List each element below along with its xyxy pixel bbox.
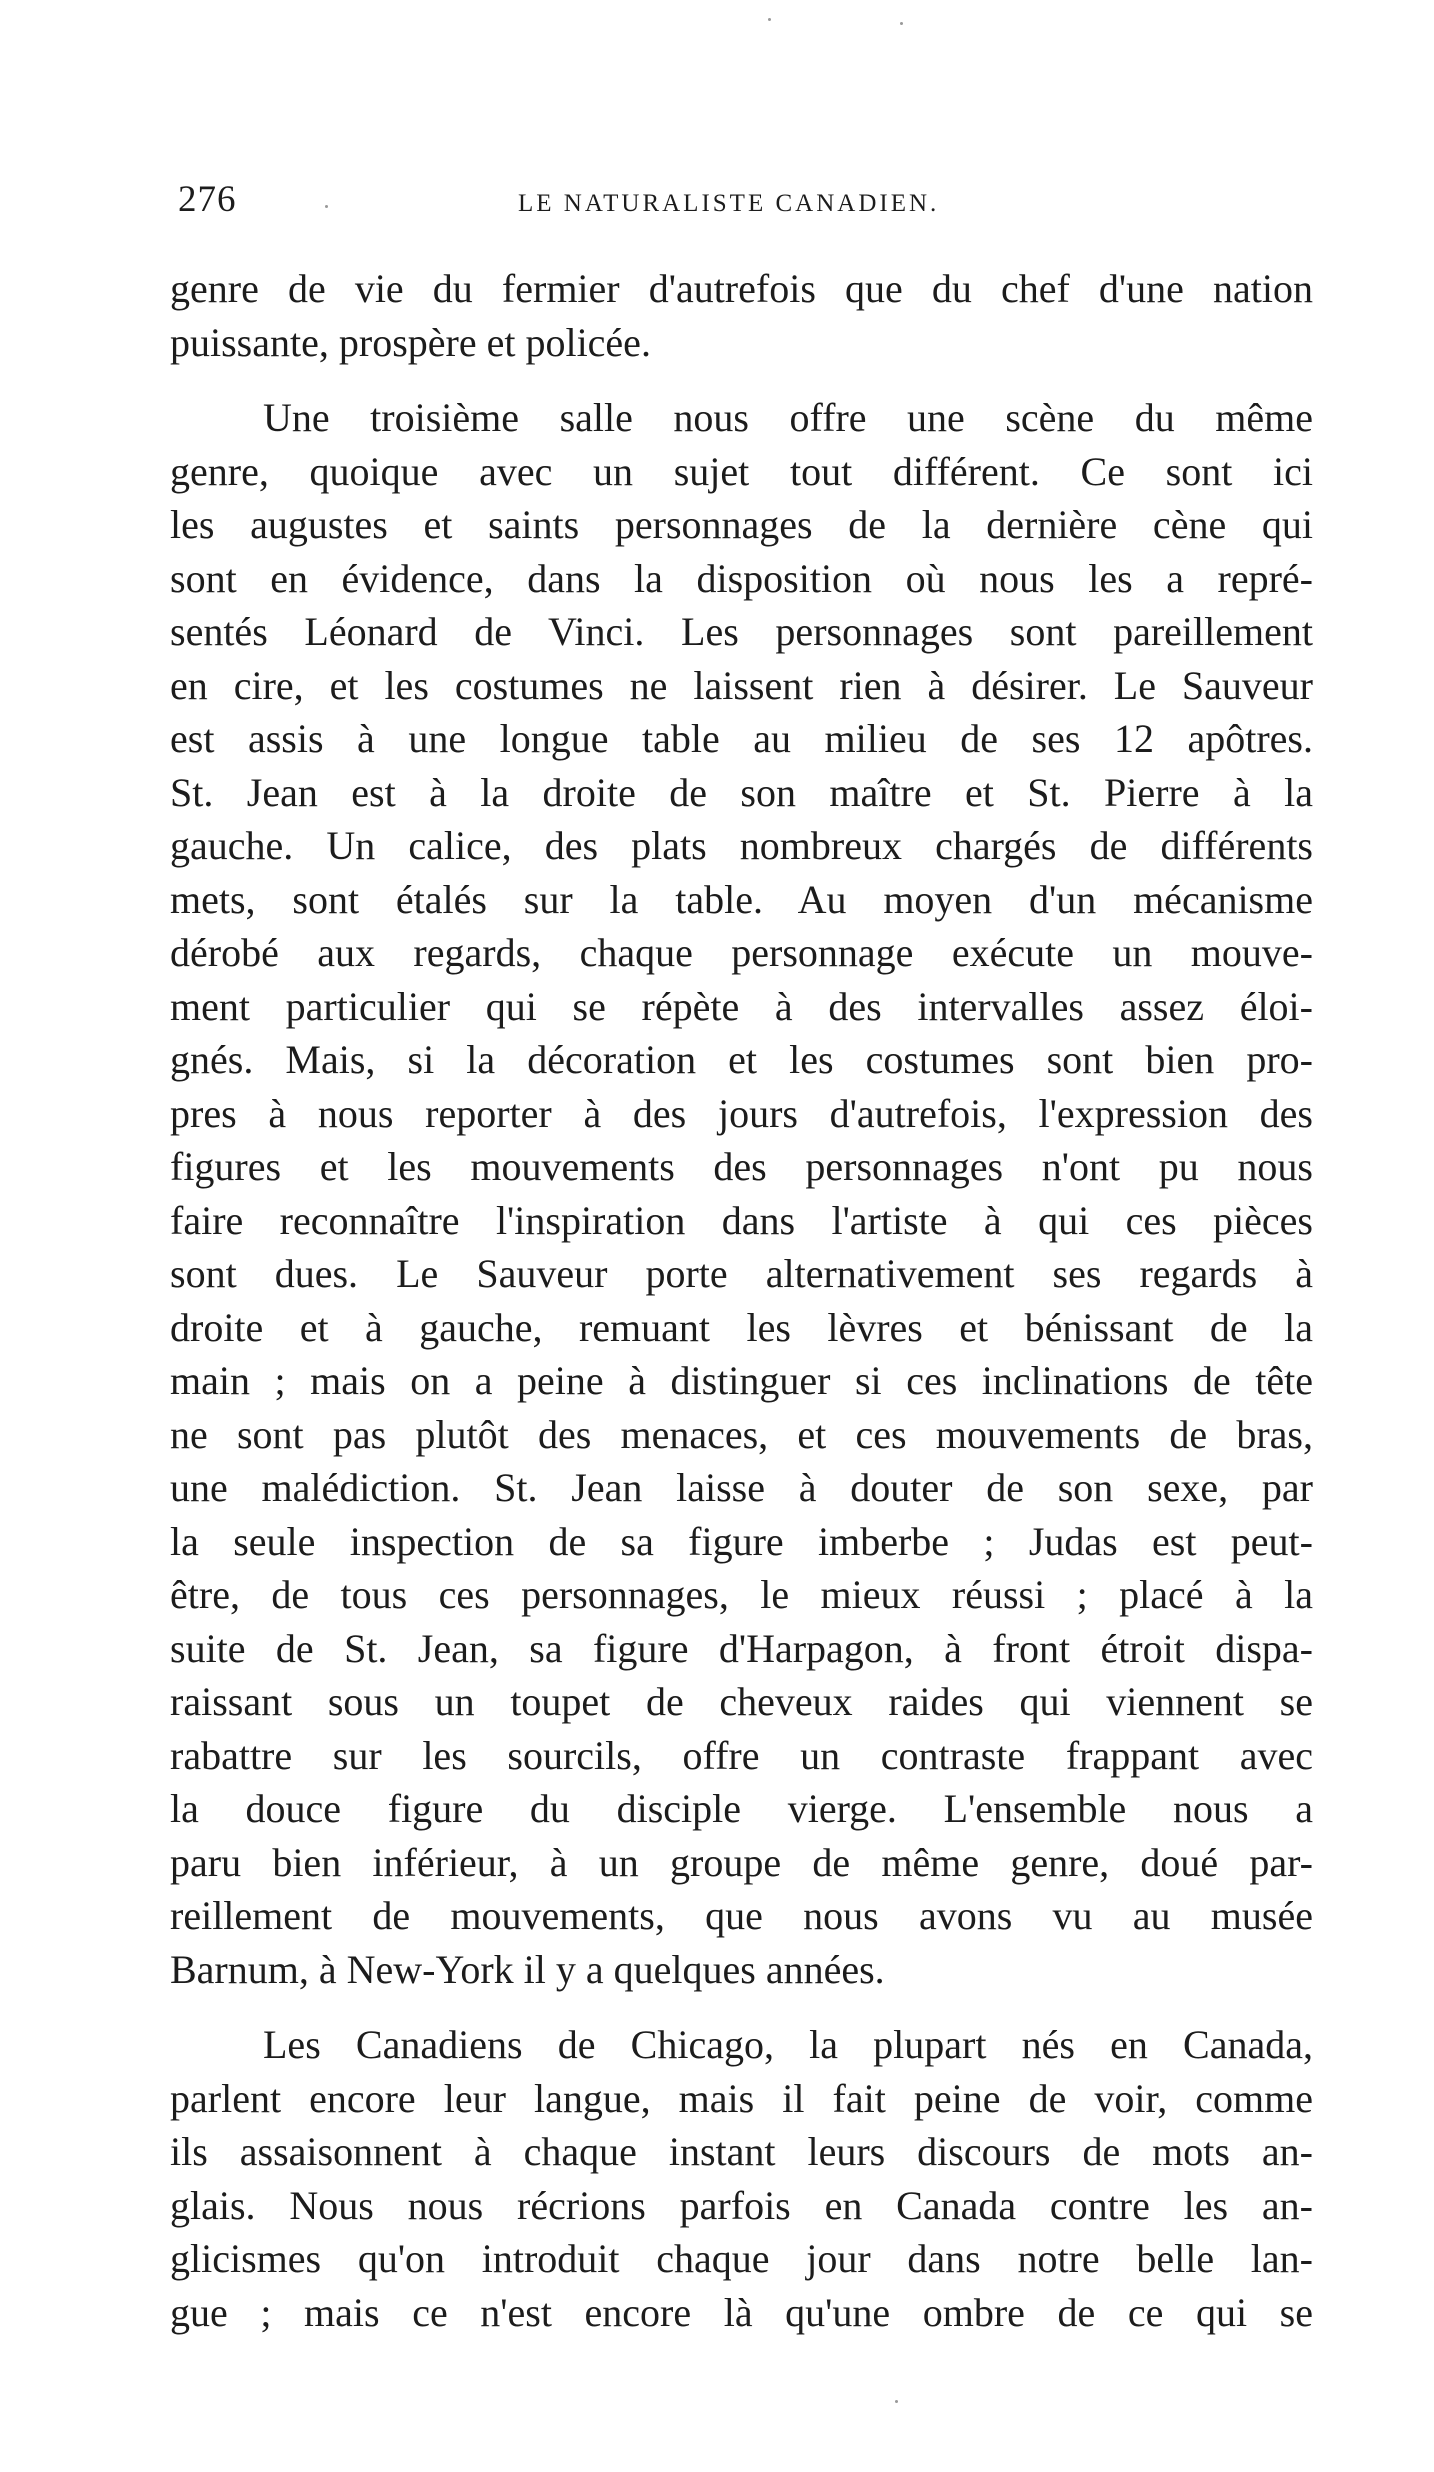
text-line: glicismes qu'on introduit chaque jour dans notre belle lan- [170,2236,1313,2281]
text-line: mets, sont étalés sur la table. Au moyen d'un mécanisme [170,876,1313,922]
text-line: suite de St. Jean, sa figure d'Harpagon, à front étroit dispa- [170,1625,1313,1671]
text-line: Les Canadiens de Chicago, la plupart nés en Canada, [263,2022,1313,2067]
text-line: rabattre sur les sourcils, offre un contraste frappant avec [170,1732,1313,1778]
text-line: la seule inspection de sa figure imberbe ; Judas est peut- [170,1518,1313,1564]
paragraph [170,391,1313,1996]
text-line: paru bien inférieur, à un groupe de même genre, doué par- [170,1839,1313,1885]
text-line: parlent encore leur langue, mais il fait peine de voir, comme [170,2075,1313,2121]
text-line: dérobé aux regards, chaque personnage exécute un mouve- [170,930,1313,975]
text-line: genre de vie du fermier d'autrefois que du chef d'une nation [170,266,1313,311]
text-line: est assis à une longue table au milieu de ses 12 apôtres. [170,716,1313,761]
text-line: genre, quoique avec un sujet tout différent. Ce sont ici [170,448,1313,494]
paragraph [170,262,1313,369]
text-line: faire reconnaître l'inspiration dans l'artiste à qui ces pièces [170,1197,1313,1243]
scan-speck [895,2400,898,2403]
text-line: sont en évidence, dans la disposition où nous les a repré- [170,555,1313,601]
text-line: reillement de mouvements, que nous avons vu au musée [170,1893,1313,1938]
text-line: ne sont pas plutôt des menaces, et ces mouvements de bras, [170,1411,1313,1457]
text-line: droite et à gauche, remuant les lèvres et bénissant de la [170,1304,1313,1350]
text-line: figures et les mouvements des personnages n'ont pu nous [170,1144,1313,1189]
scan-speck [900,22,903,25]
scan-speck [768,18,771,21]
text-line: St. Jean est à la droite de son maître et St. Pierre à la [170,769,1313,815]
text-line: ment particulier qui se répète à des intervalles assez éloi- [170,983,1313,1029]
text-line: ils assaisonnent à chaque instant leurs discours de mots an- [170,2129,1313,2174]
page-number: 276 [178,179,237,220]
text-line: puissante, prospère et policée. [170,319,651,365]
running-head: LE NATURALISTE CANADIEN. [518,190,940,217]
text-line: être, de tous ces personnages, le mieux réussi ; placé à la [170,1572,1313,1617]
text-line: main ; mais on a peine à distinguer si ces inclinations de tête [170,1358,1313,1403]
text-line: gnés. Mais, si la décoration et les costumes sont bien pro- [170,1037,1313,1082]
text-line: sentés Léonard de Vinci. Les personnages sont pareillement [170,609,1313,654]
text-line: les augustes et saints personnages de la dernière cène qui [170,502,1313,547]
text-line: pres à nous reporter à des jours d'autrefois, l'expression des [170,1090,1313,1136]
text-line: Une troisième salle nous offre une scène du même [263,395,1313,440]
text-line: en cire, et les costumes ne laissent rien à désirer. Le Sauveur [170,662,1313,708]
text-line: raissant sous un toupet de cheveux raides qui viennent se [170,1679,1313,1724]
text-line: la douce figure du disciple vierge. L'ensemble nous a [170,1786,1313,1831]
text-line: Barnum, à New-York il y a quelques années. [170,1946,885,1992]
text-line: gue ; mais ce n'est encore là qu'une ombre de ce qui se [170,2289,1313,2335]
body-text [170,262,1313,2339]
page-header [178,178,1313,228]
text-line: sont dues. Le Sauveur porte alternativement ses regards à [170,1251,1313,1296]
text-line: gauche. Un calice, des plats nombreux chargés de différents [170,823,1313,868]
text-line: une malédiction. St. Jean laisse à douter de son sexe, par [170,1465,1313,1510]
paragraph [170,2018,1313,2339]
text-line: glais. Nous nous récrions parfois en Canada contre les an- [170,2182,1313,2228]
